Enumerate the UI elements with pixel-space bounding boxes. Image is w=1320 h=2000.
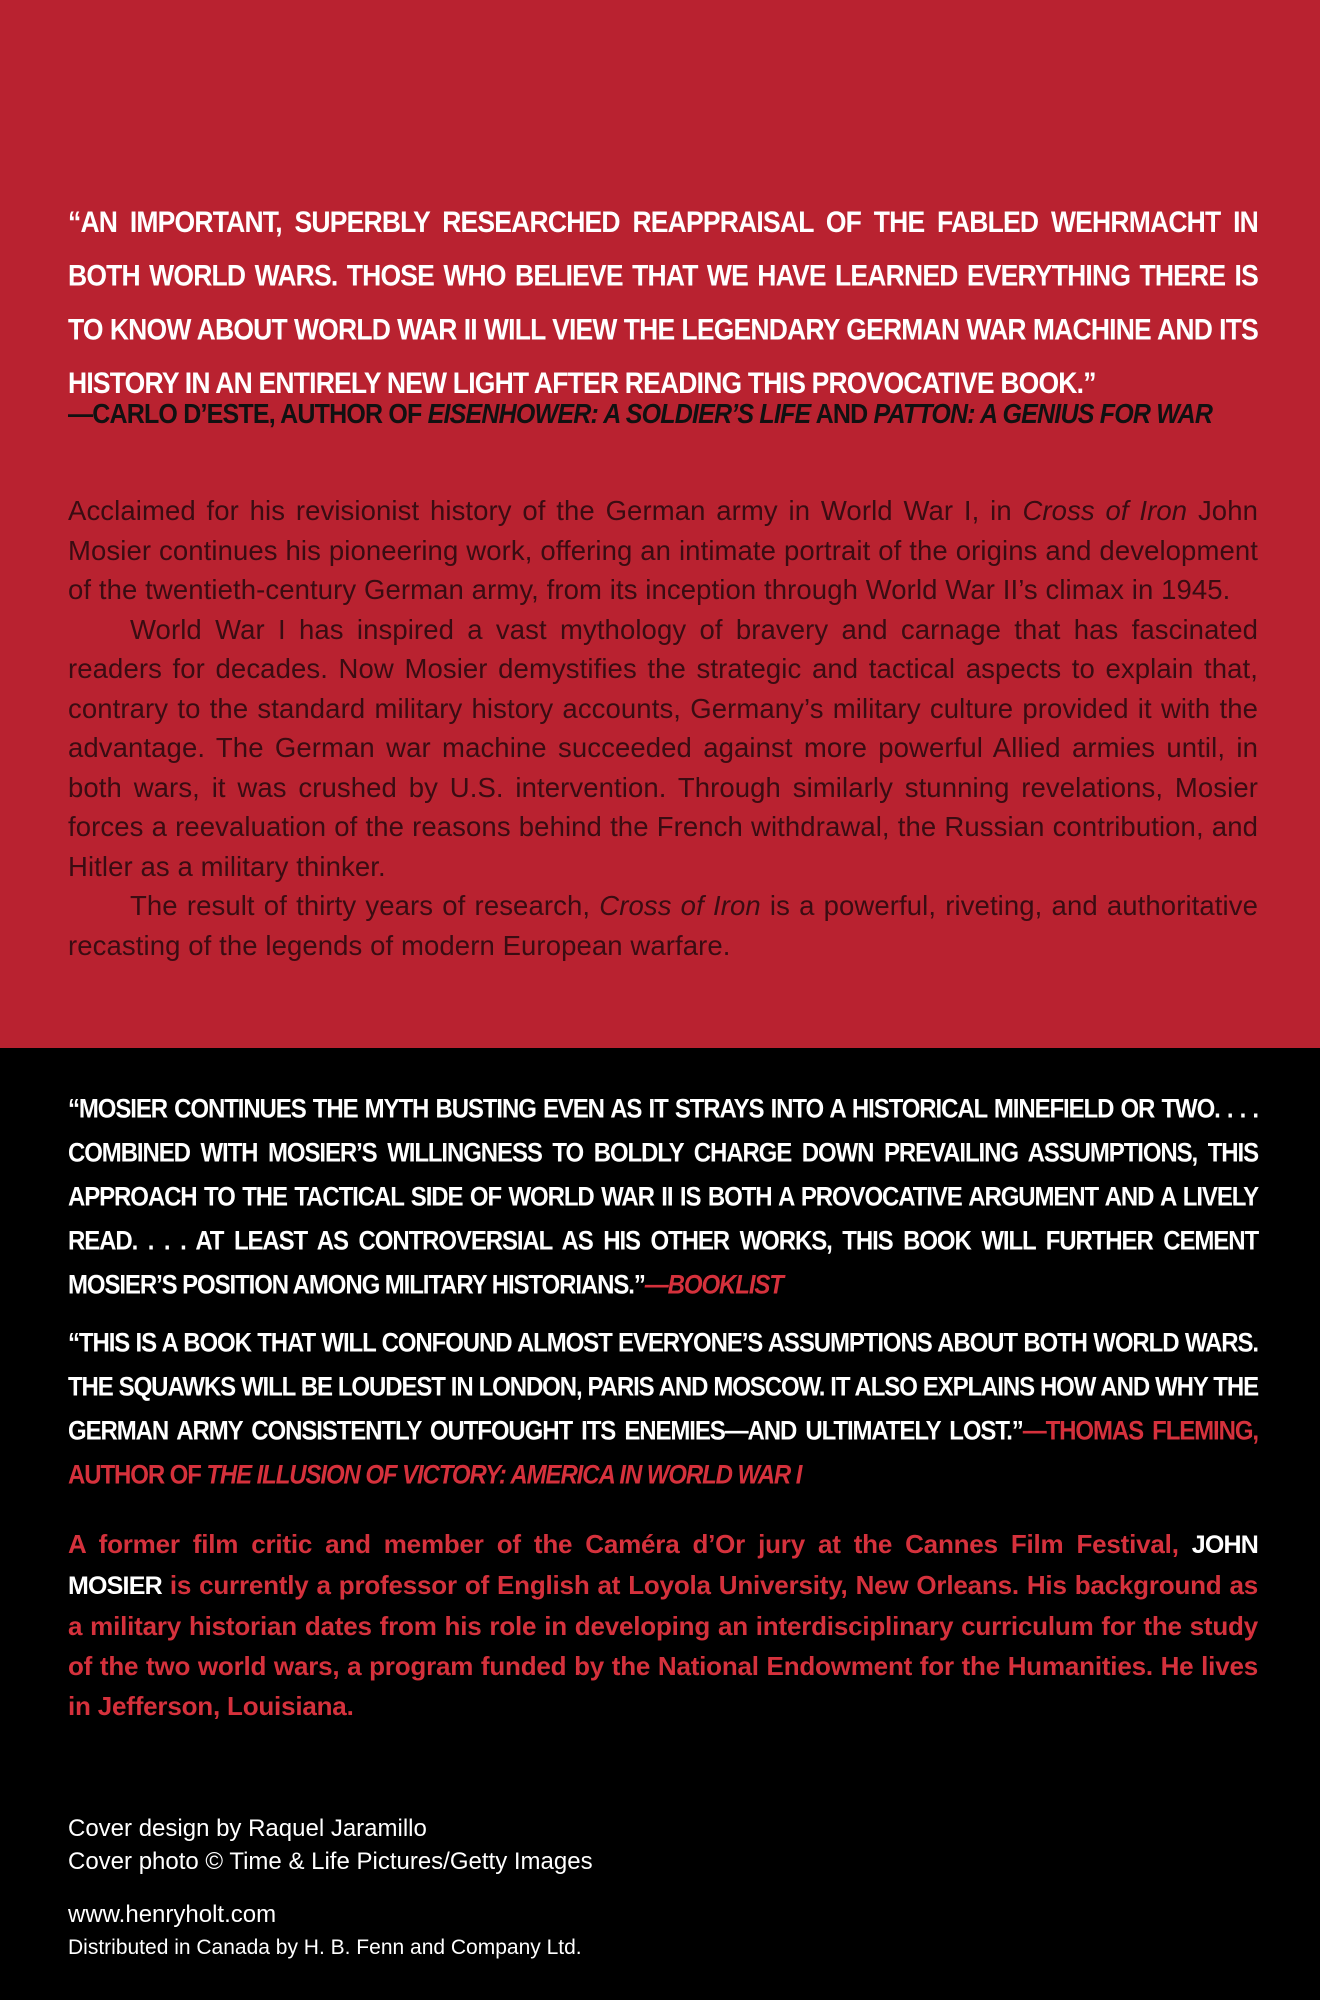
review-booklist — [68, 1088, 1258, 1308]
author-bio — [68, 1524, 1258, 1726]
bio-text-post: is currently a professor of English at Loyola University, New Orleans. His background as a military historian dates from his role in developing an interdisciplinary curriculum for the study of the two world wars, a program funded by the National Endowment for the Humanities. He lives in Jefferson, Louisiana. — [68, 1570, 1258, 1721]
attribution-and: AND — [810, 398, 874, 430]
black-section — [0, 1048, 1320, 2000]
p1-text-pre: Acclaimed for his revisionist history of the German army in World War I, in — [68, 495, 1023, 526]
p3-text-pre: The result of thirty years of research, — [130, 890, 600, 921]
review-booklist-text: “MOSIER CONTINUES THE MYTH BUSTING EVEN AS IT STRAYS INTO A HISTORICAL MINEFIELD OR TWO. . . . COMBINED WITH MOSIER’S WILLINGNESS TO BOLDLY CHARGE DOWN PREVAILING ASSUMPTIONS, THIS APPROACH TO THE TACTICAL SIDE OF WORLD WAR II IS BOTH A PROVOCATIVE ARGUMENT AND A LIVELY READ. . . . AT LEAST AS CONTROVERSIAL AS HIS OTHER WORKS, THIS BOOK WILL FURTHER CEMENT MOSIER’S POSITION AMONG MILITARY HISTORIANS.” — [68, 1094, 1258, 1301]
review-fleming-text: “THIS IS A BOOK THAT WILL CONFOUND ALMOST EVERYONE’S ASSUMPTIONS ABOUT BOTH WORLD WARS. THE SQUAWKS WILL BE LOUDEST IN LONDON, PARIS AND MOSCOW. IT ALSO EXPLAINS HOW AND WHY THE GERMAN ARMY CONSISTENTLY OUTFOUGHT ITS ENEMIES—AND ULTIMATELY LOST.” — [68, 1328, 1258, 1447]
review-booklist-source: —BOOKLIST — [644, 1270, 783, 1301]
front-quote: “AN IMPORTANT, SUPERBLY RESEARCHED REAPPRAISAL OF THE FABLED WEHRMACHT IN BOTH WORLD WARS. THOSE WHO BELIEVE THAT WE HAVE LEARNED EVERYTHING THERE IS TO KNOW ABOUT WORLD WAR II WILL VIEW THE LEGENDARY GERMAN WAR MACHINE AND ITS HISTORY IN AN ENTIRELY NEW LIGHT AFTER READING THIS PROVOCATIVE BOOK.” — [68, 205, 1258, 400]
cover-design-credit: Cover design by Raquel Jaramillo — [68, 1815, 427, 1842]
review-fleming-source-title: THE ILLUSION OF VICTORY: AMERICA IN WORLD WAR I — [206, 1460, 802, 1491]
publisher-website: www.henryholt.com — [68, 1901, 277, 1928]
attribution-prefix: —CARLO D’ESTE, AUTHOR OF — [68, 398, 428, 430]
attribution-title-2: PATTON: A GENIUS FOR WAR — [873, 398, 1213, 430]
description-paragraph-2: World War I has inspired a vast mythology of bravery and carnage that has fascinated readers for decades. Now Mosier demystifies the strategic and tactical aspects to explain that, contrary to the standard military history accounts, Germany’s military culture provided it with the advantage. The German war machine succeeded against more powerful Allied armies until, in both wars, it was crushed by U.S. intervention. Through similarly stunning revelations, Mosier forces a reevaluation of the reasons behind the French withdrawal, the Russian contribution, and Hitler as a military thinker. — [68, 613, 1258, 882]
p1-text-post: John Mosier continues his pioneering work, offering an intimate portrait of the origins and development of the twentieth-century German army, from its inception through World War II’s climax in 1945. — [68, 495, 1258, 605]
review-fleming-source: —THOMAS FLEMING, AUTHOR OF — [68, 1416, 1258, 1491]
description-paragraph-3 — [68, 886, 1258, 965]
description-paragraph-1 — [68, 491, 1258, 610]
p1-book-title: Cross of Iron — [1022, 495, 1188, 526]
front-quote-attribution — [68, 387, 1258, 441]
distribution-note: Distributed in Canada by H. B. Fenn and Company Ltd. — [68, 1936, 582, 1959]
review-fleming — [68, 1322, 1258, 1498]
cover-photo-credit: Cover photo © Time & Life Pictures/Getty Images — [68, 1848, 593, 1875]
credits — [68, 1812, 1258, 1964]
author-name: JOHN MOSIER — [68, 1531, 1258, 1600]
p3-book-title: Cross of Iron — [599, 890, 761, 921]
p3-text-post: is a powerful, riveting, and authoritative recasting of the legends of modern European warfare. — [68, 890, 1258, 961]
bio-text-pre: A former film critic and member of the Caméra d’Or jury at the Cannes Film Festival, — [68, 1529, 1192, 1559]
attribution-title-1: EISENHOWER: A SOLDIER’S LIFE — [427, 398, 811, 430]
